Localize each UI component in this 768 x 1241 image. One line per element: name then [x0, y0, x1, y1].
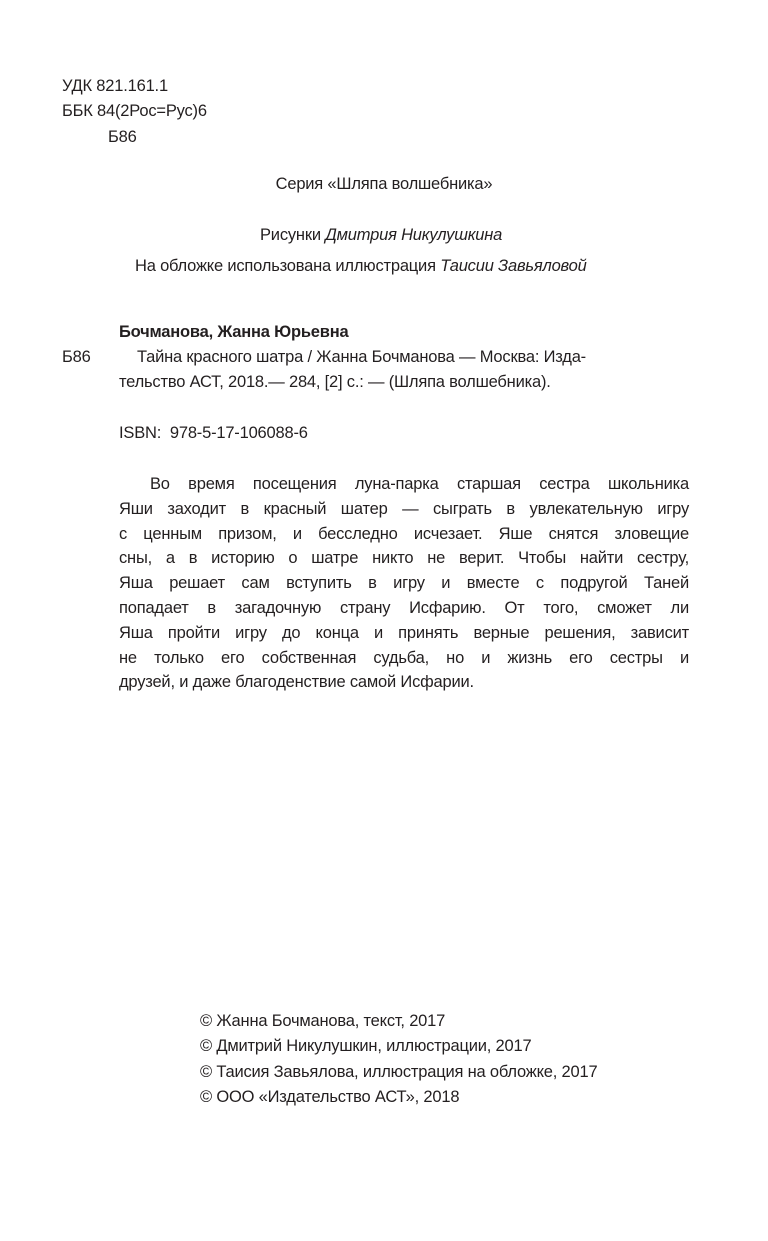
illustrations-label: Рисунки	[260, 226, 321, 244]
illustrations-credit	[260, 223, 502, 248]
illustrator-name: Дмитрия Никулушкина	[325, 226, 503, 244]
series: Серия «Шляпа волшебника»	[275, 175, 493, 193]
cover-artist-name: Таисии Завьяловой	[440, 257, 587, 275]
abstract-line: Яши заходит в красный шатер — сыграть в увлекательную игру	[119, 499, 689, 518]
author-heading: Бочманова, Жанна Юрьевна	[119, 323, 349, 341]
udk: УДК 821.161.1	[62, 77, 168, 95]
abstract-line: Яша пройти игру до конца и принять верные решения, зависит	[119, 623, 689, 642]
copyright-line: © Дмитрий Никулушкин, иллюстрации, 2017	[200, 1037, 532, 1056]
bbk: ББК 84(2Рос=Рус)6	[62, 102, 207, 121]
abstract-line: сны, а в историю о шатре никто не верит. Чтобы найти сестру,	[119, 549, 689, 568]
copyright-line: © Жанна Бочманова, текст, 2017	[200, 1012, 446, 1030]
classification-block	[62, 74, 207, 150]
abstract-line: Во время посещения луна-парка старшая сестра школьника	[150, 475, 689, 493]
abstract-line: не только его собственная судьба, но и жизнь его сестры и	[119, 648, 689, 667]
author-code: Б86	[108, 127, 137, 146]
cover-credit	[135, 254, 587, 279]
copyright-line: © ООО «Издательство АСТ», 2018	[200, 1087, 460, 1106]
cover-label: На обложке использована иллюстрация	[135, 257, 436, 275]
copyright-block	[200, 1009, 597, 1110]
abstract-line: попадает в загадочную страну Исфарию. От того, сможет ли	[119, 598, 689, 617]
copyright-line: © Таисия Завьялова, иллюстрация на обложке, 2017	[200, 1062, 598, 1081]
isbn: ISBN: 978-5-17-106088-6	[119, 424, 308, 442]
abstract	[119, 472, 689, 695]
abstract-line: Яша решает сам вступить в игру и вместе с подругой Таней	[119, 574, 689, 593]
abstract-line: с ценным призом, и бесследно исчезает. Яше снятся зловещие	[119, 524, 689, 543]
bib-line-2: тельство АСТ, 2018.— 284, [2] с.: — (Шляпа волшебника).	[119, 373, 551, 391]
abstract-line: друзей, и даже благоденствие самой Исфарии.	[119, 673, 474, 692]
bib-code: Б86	[62, 348, 91, 366]
bib-line-1: Тайна красного шатра / Жанна Бочманова — Москва: Изда-	[137, 348, 586, 366]
